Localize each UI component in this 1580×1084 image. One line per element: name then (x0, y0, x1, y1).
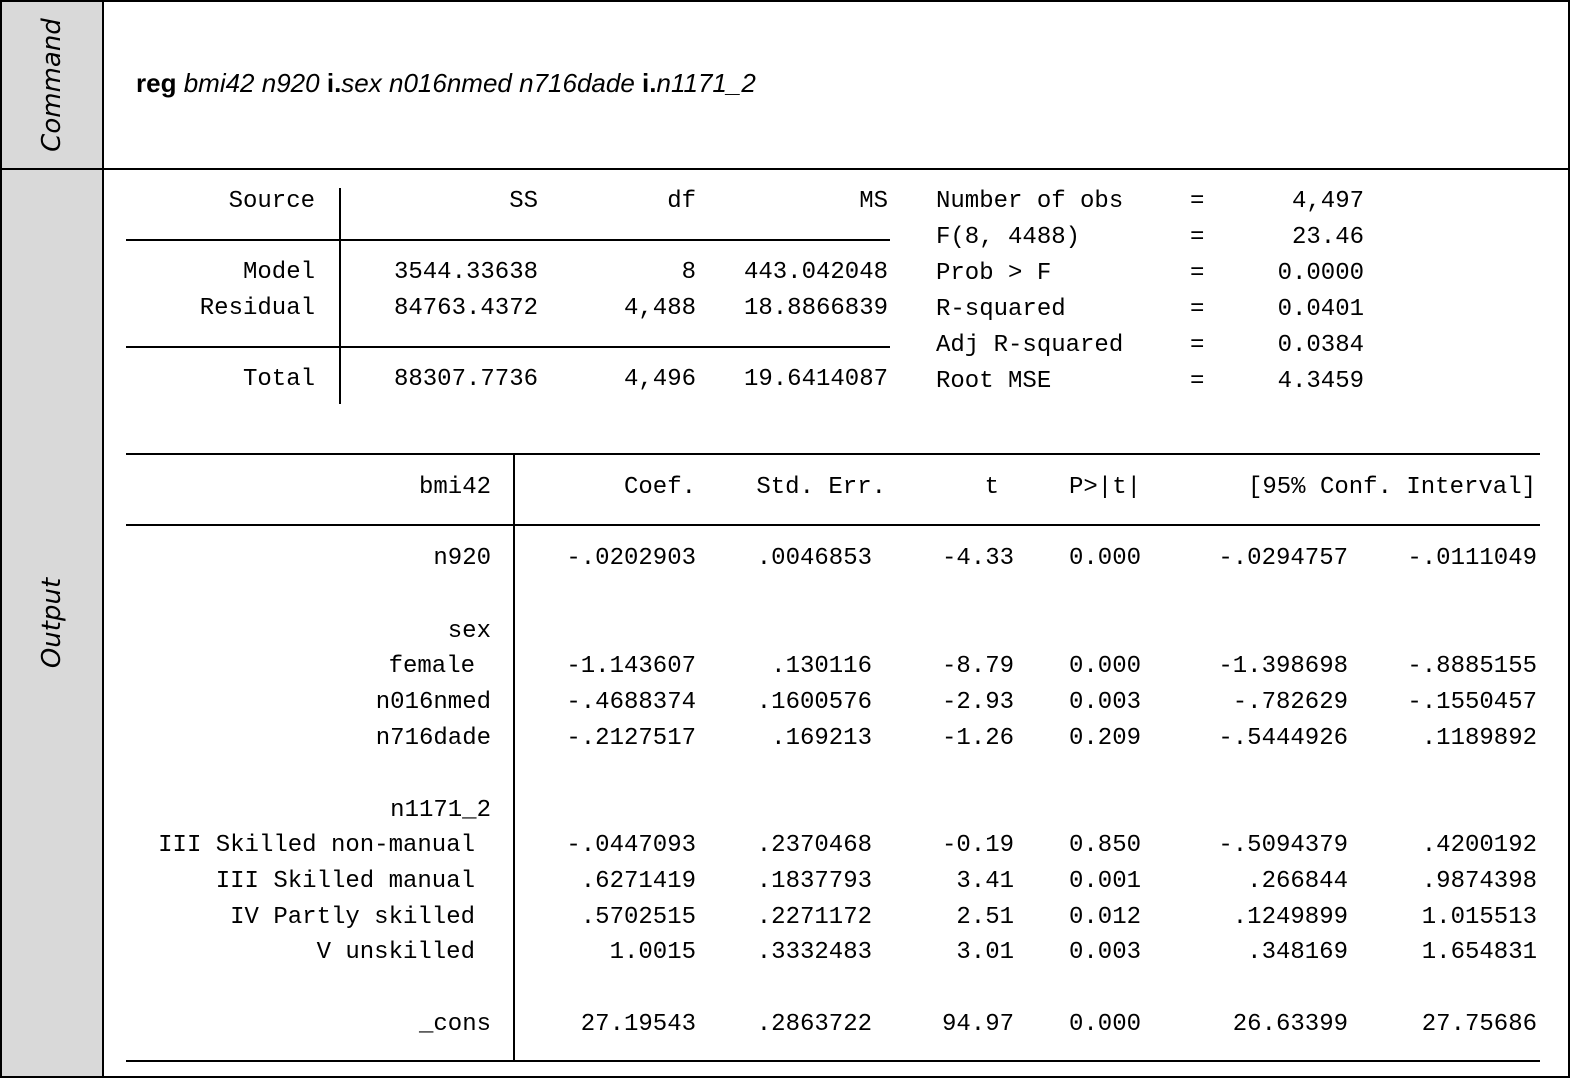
t-value: -8.79 (941, 653, 1014, 680)
coef-value: 27.19543 (580, 1011, 696, 1038)
coef-header-t: t (984, 474, 999, 501)
coef-row-label: _cons (418, 1011, 491, 1038)
command-label: Command (37, 18, 67, 152)
coef-row-label: n1171_2 (390, 797, 491, 824)
anova-ms: 443.042048 (743, 259, 888, 286)
coef-value: -.4688374 (566, 689, 696, 716)
p-value: 0.001 (1068, 868, 1141, 895)
anova-rule (126, 239, 890, 241)
coef-row-label: III Skilled manual (215, 868, 475, 895)
t-value: -2.93 (941, 689, 1014, 716)
se-value: .1600576 (756, 689, 872, 716)
ci-lower: .1249899 (1232, 904, 1348, 931)
stat-value: 0.0384 (1277, 332, 1364, 359)
cmd-prefix-i: i. (326, 68, 342, 98)
ci-lower: .348169 (1247, 939, 1348, 966)
output-label-panel (2, 170, 104, 1076)
cmd-var-n1171: n1171_2 (656, 68, 756, 98)
stat-value: 4.3459 (1277, 368, 1364, 395)
ci-upper: 1.015513 (1421, 904, 1537, 931)
coef-header-se: Std. Err. (756, 474, 886, 501)
ci-lower: -1.398698 (1218, 653, 1348, 680)
anova-source: Total (242, 366, 315, 393)
cmd-var-n920: n920 (261, 68, 320, 98)
p-value: 0.000 (1068, 1011, 1141, 1038)
anova-df: 4,488 (623, 295, 696, 322)
ms-header: MS (859, 188, 888, 215)
command-row (104, 2, 1568, 170)
coef-value: .5702515 (580, 904, 696, 931)
coef-row-label: female (388, 653, 475, 680)
se-value: .0046853 (756, 545, 872, 572)
stat-equals: = (1190, 296, 1205, 323)
ci-upper: 27.75686 (1421, 1011, 1537, 1038)
t-value: 3.01 (956, 939, 1014, 966)
ci-upper: .9874398 (1421, 868, 1537, 895)
anova-ms: 18.8866839 (743, 295, 888, 322)
se-value: .130116 (771, 653, 872, 680)
ci-lower: -.5444926 (1218, 725, 1348, 752)
anova-df: 4,496 (623, 366, 696, 393)
coef-divider (513, 455, 515, 1061)
stat-value: 0.0000 (1277, 260, 1364, 287)
command-text (136, 68, 756, 99)
ci-upper: 1.654831 (1421, 939, 1537, 966)
t-value: -0.19 (941, 832, 1014, 859)
p-value: 0.209 (1068, 725, 1141, 752)
ci-upper: .1189892 (1421, 725, 1537, 752)
t-value: -1.26 (941, 725, 1014, 752)
se-value: .1837793 (756, 868, 872, 895)
stat-equals: = (1190, 224, 1205, 251)
se-value: .3332483 (756, 939, 872, 966)
t-value: 2.51 (956, 904, 1014, 931)
anova-ss: 88307.7736 (393, 366, 538, 393)
ci-upper: -.8885155 (1407, 653, 1537, 680)
stat-label: Number of obs (936, 188, 1124, 215)
p-value: 0.012 (1068, 904, 1141, 931)
source-header: Source (228, 188, 315, 215)
stat-equals: = (1190, 188, 1205, 215)
coef-header-ci: [95% Conf. Interval] (1247, 474, 1536, 501)
anova-source: Residual (199, 295, 315, 322)
ci-lower: -.782629 (1232, 689, 1348, 716)
coef-rule-top (126, 453, 1540, 455)
ci-lower: .266844 (1247, 868, 1348, 895)
anova-df: 8 (681, 259, 696, 286)
coef-value: -.0447093 (566, 832, 696, 859)
cmd-var-sex: sex (341, 68, 382, 98)
stat-equals: = (1190, 332, 1205, 359)
ci-lower: -.5094379 (1218, 832, 1348, 859)
anova-source: Model (242, 259, 315, 286)
t-value: -4.33 (941, 545, 1014, 572)
command-label-panel (2, 2, 104, 170)
stat-equals: = (1190, 368, 1205, 395)
stat-equals: = (1190, 260, 1205, 287)
se-value: .2370468 (756, 832, 872, 859)
p-value: 0.003 (1068, 939, 1141, 966)
coef-rule-bottom (126, 1060, 1540, 1062)
ci-upper: -.0111049 (1407, 545, 1537, 572)
se-value: .2863722 (756, 1011, 872, 1038)
p-value: 0.000 (1068, 653, 1141, 680)
coef-row-label: n016nmed (375, 689, 491, 716)
stat-label: Prob > F (936, 260, 1052, 287)
stat-value: 23.46 (1291, 224, 1364, 251)
cmd-var-n716dade: n716dade (519, 68, 635, 98)
anova-rule (126, 346, 890, 348)
ci-upper: .4200192 (1421, 832, 1537, 859)
coef-header-var: bmi42 (418, 474, 491, 501)
coef-row-label: n920 (433, 545, 491, 572)
output-label: Output (37, 577, 67, 669)
coef-value: -.2127517 (566, 725, 696, 752)
cmd-dep: bmi42 (183, 68, 255, 98)
stat-label: Adj R-squared (936, 332, 1124, 359)
coef-header-coef: Coef. (623, 474, 696, 501)
t-value: 3.41 (956, 868, 1014, 895)
coef-row-label: n716dade (375, 725, 491, 752)
t-value: 94.97 (941, 1011, 1014, 1038)
coef-row-label: sex (447, 618, 491, 645)
stat-label: F(8, 4488) (936, 224, 1081, 251)
se-value: .169213 (771, 725, 872, 752)
cmd-prefix-i: i. (642, 68, 657, 98)
stat-value: 4,497 (1291, 188, 1364, 215)
stat-label: Root MSE (936, 368, 1052, 395)
cmd-reg: reg (136, 68, 177, 98)
coef-value: .6271419 (580, 868, 696, 895)
coef-value: -1.143607 (566, 653, 696, 680)
coef-row-label: V unskilled (316, 939, 475, 966)
anova-ss: 3544.33638 (393, 259, 538, 286)
coef-header-p: P>|t| (1068, 474, 1141, 501)
coef-rule-header (126, 524, 1540, 526)
coef-value: 1.0015 (609, 939, 696, 966)
anova-ss: 84763.4372 (393, 295, 538, 322)
cmd-var-n016nmed: n016nmed (389, 68, 512, 98)
coef-value: -.0202903 (566, 545, 696, 572)
stat-value: 0.0401 (1277, 296, 1364, 323)
coef-row-label: III Skilled non-manual (158, 832, 475, 859)
se-value: .2271172 (756, 904, 872, 931)
p-value: 0.003 (1068, 689, 1141, 716)
ci-lower: 26.63399 (1232, 1011, 1348, 1038)
df-header: df (667, 188, 696, 215)
ss-header: SS (509, 188, 538, 215)
p-value: 0.000 (1068, 545, 1141, 572)
ci-lower: -.0294757 (1218, 545, 1348, 572)
anova-ms: 19.6414087 (743, 366, 888, 393)
p-value: 0.850 (1068, 832, 1141, 859)
stat-label: R-squared (936, 296, 1066, 323)
ci-upper: -.1550457 (1407, 689, 1537, 716)
coef-row-label: IV Partly skilled (230, 904, 475, 931)
